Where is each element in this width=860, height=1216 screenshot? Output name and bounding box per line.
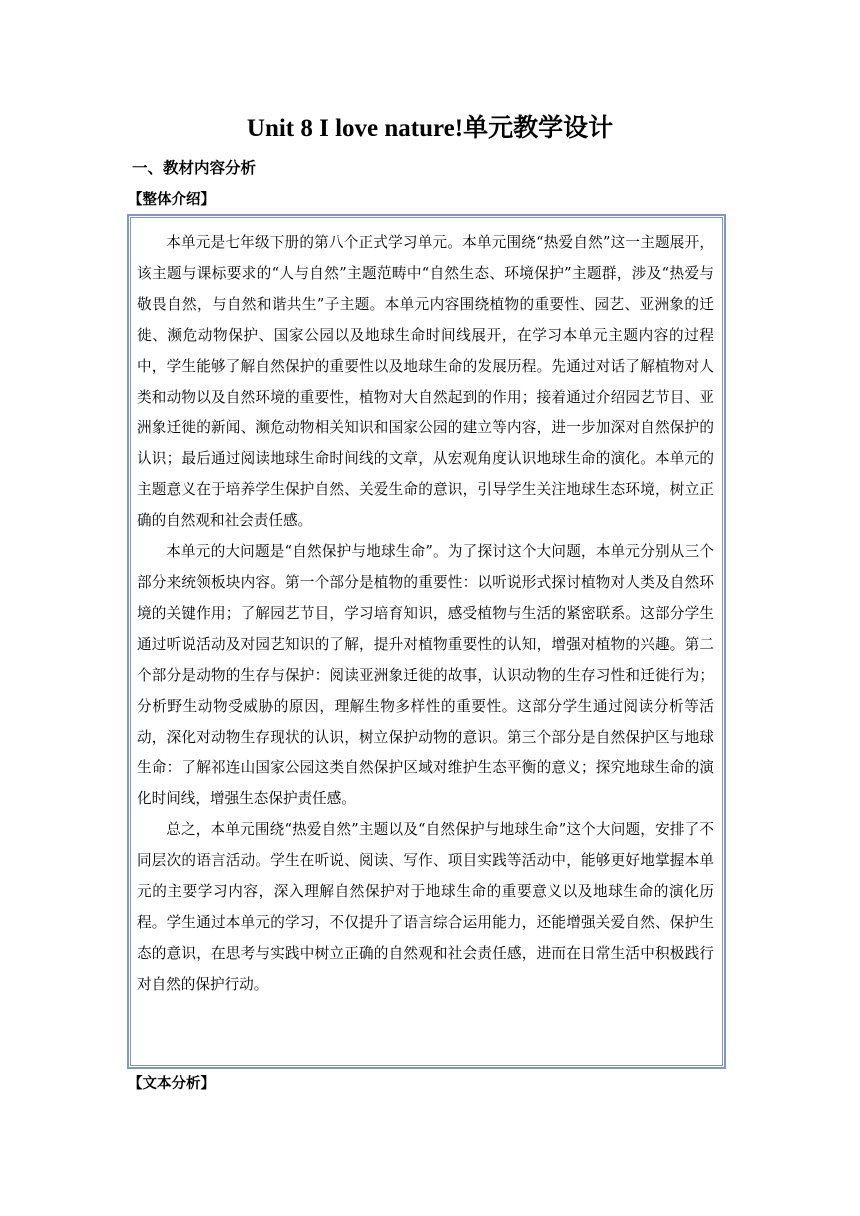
overview-paragraph-2: 本单元的大问题是“自然保护与地球生命”。为了探讨这个大问题，本单元分别从三个部分来统领板块内容。第一个部分是植物的重要性：以听说形式探讨植物对人类及自然环境的关键作用；了解园艺节目，学习培育知识，感受植物与生活的紧密联系。这部分学生通过听说活动及对园艺知识的了解，提升对植物重要性的认知，增强对植物的兴趣。第二个部分是动物的生存与保护：阅读亚洲象迁徙的故事，认识动物的生存习性和迁徙行为；分析野生动物受威胁的原因，理解生物多样性的重要性。这部分学生通过阅读分析等活动，深化对动物生存现状的认识，树立保护动物的意识。第三个部分是自然保护区与地球生命：了解祁连山国家公园这类自然保护区域对维护生态平衡的意义；探究地球生命的演化时间线，增强生态保护责任感。 xyxy=(137,543,714,808)
overview-paragraph-1: 本单元是七年级下册的第八个正式学习单元。本单元围绕“热爱自然”这一主题展开，该主题与课标要求的“人与自然”主题范畴中“自然生态、环境保护”主题群，涉及“热爱与敬畏自然，与自然和谐共生”子主题。本单元内容围绕植物的重要性、园艺、亚洲象的迁徙、濒危动物保护、国家公园以及地球生命时间线展开，在学习本单元主题内容的过程中，学生能够了解自然保护的重要性以及地球生命的发展历程。先通过对话了解植物对人类和动物以及自然环境的重要性，植物对大自然起到的作用；接着通过介绍园艺节目、亚洲象迁徙的新闻、濒危动物相关知识和国家公园的建立等内容，进一步加深对自然保护的认识；最后通过阅读地球生命时间线的文章，从宏观角度认识地球生命的演化。本单元的主题意义在于培养学生保护自然、关爱生命的意识，引导学生关注地球生态环境，树立正确的自然观和社会责任感。 xyxy=(137,234,714,530)
document-title: Unit 8 I love nature!单元教学设计 xyxy=(246,115,614,142)
overview-paragraph-3: 总之，本单元围绕“热爱自然”主题以及“自然保护与地球生命”这个大问题，安排了不同层次的语言活动。学生在听说、阅读、写作、项目实践等活动中，能够更好地掌握本单元的主要学习内容，深入理解自然保护对于地球生命的重要意义以及地球生命的演化历程。学生通过本单元的学习，不仅提升了语言综合运用能力，还能增强关爱自然、保护生态的意识，在思考与实践中树立正确的自然观和社会责任感，进而在日常生活中积极践行对自然的保护行动。 xyxy=(137,821,714,993)
text-analysis-heading: 【文本分析】 xyxy=(128,1075,215,1092)
section-heading: 一、教材内容分析 xyxy=(132,158,257,177)
overview-heading: 【整体介绍】 xyxy=(128,191,215,208)
overview-box xyxy=(127,214,726,1069)
